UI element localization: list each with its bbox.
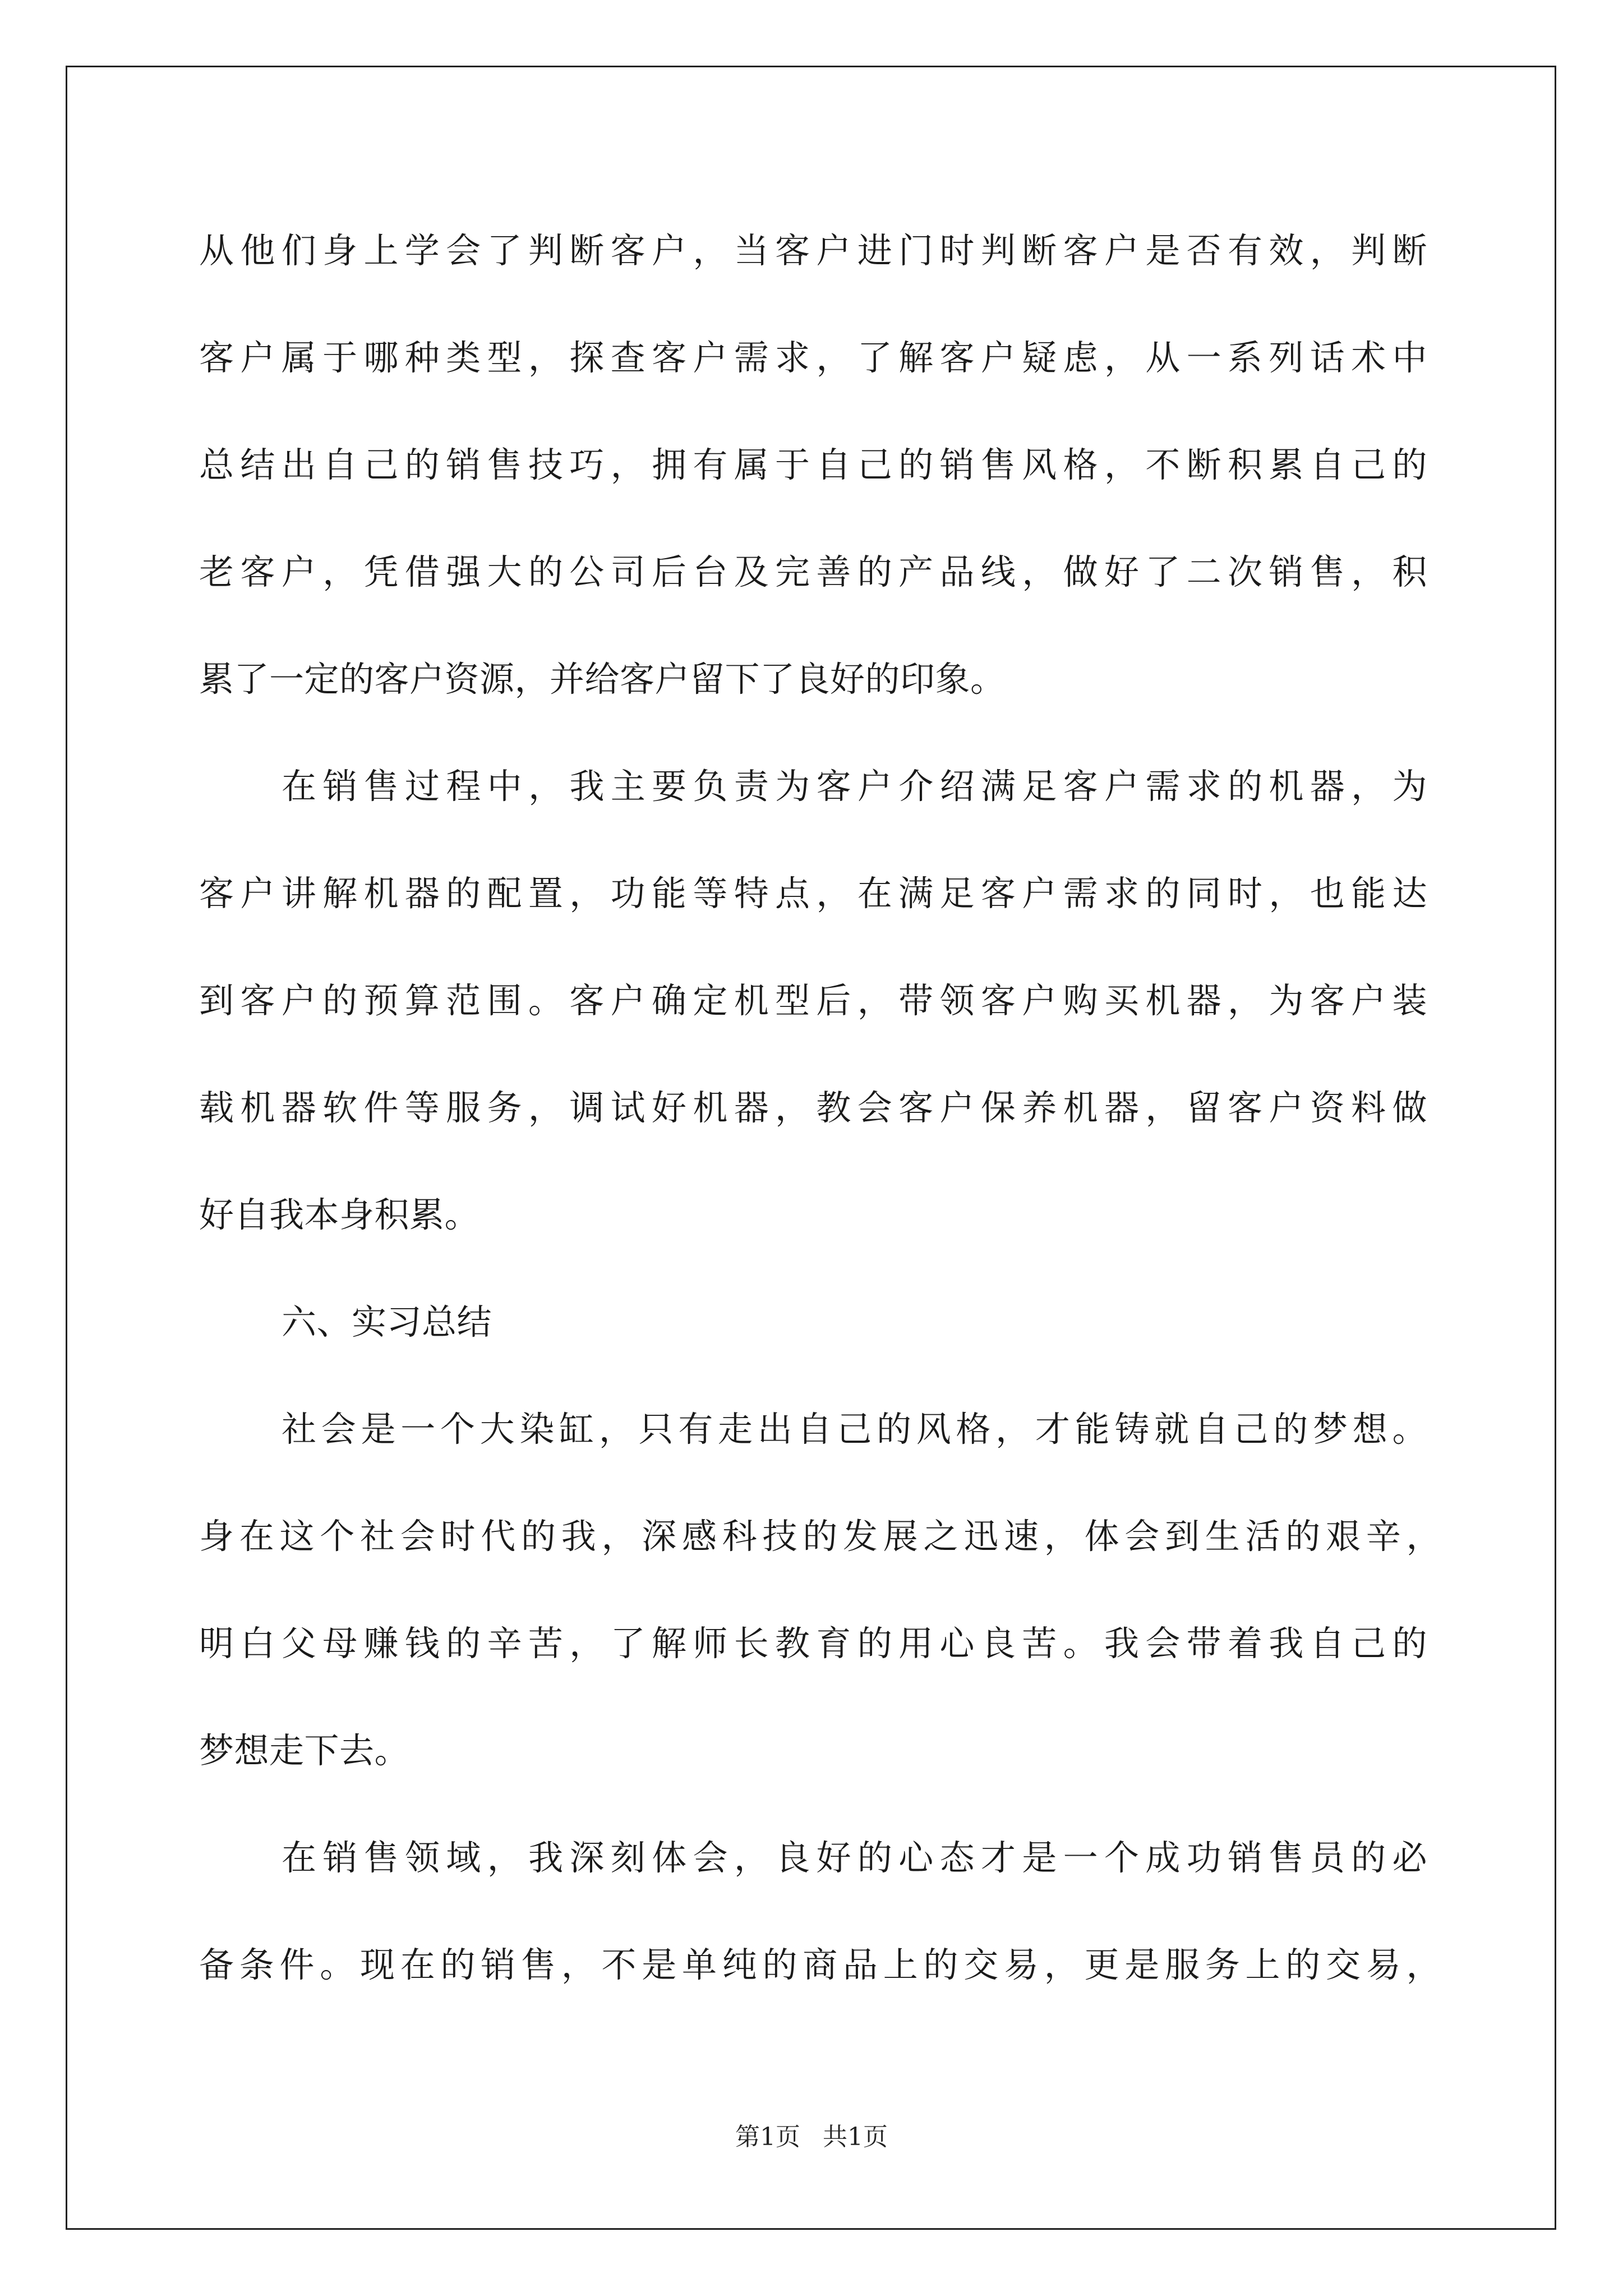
text-line: 从他们身上学会了判断客户，当客户进门时判断客户是否有效，判断 [199, 230, 1427, 271]
page-footer [0, 2122, 1623, 2153]
text-line: 到客户的预算范围。客户确定机型后，带领客户购买机器，为客户装 [199, 980, 1427, 1021]
text-line: 客户属于哪种类型，探查客户需求，了解客户疑虑，从一系列话术中 [199, 337, 1427, 378]
text-line: 备条件。现在的销售，不是单纯的商品上的交易，更是服务上的交易， [199, 1944, 1441, 1985]
text-line: 身在这个社会时代的我，深感科技的发展之迅速，体会到生活的艰辛， [199, 1516, 1441, 1557]
page-total: 共1页 [823, 2123, 888, 2151]
paragraph-first-line: 在销售过程中，我主要负责为客户介绍满足客户需求的机器，为 [282, 766, 1427, 807]
page-number: 第1页 [735, 2123, 800, 2151]
text-line: 梦想走下去。 [199, 1730, 410, 1771]
text-line: 老客户，凭借强大的公司后台及完善的产品线，做好了二次销售，积 [199, 551, 1427, 592]
page-border [66, 66, 1556, 2230]
text-line: 总结出自己的销售技巧，拥有属于自己的销售风格，不断积累自己的 [199, 444, 1427, 485]
paragraph-first-line: 社会是一个大染缸，只有走出自己的风格，才能铸就自己的梦想。 [282, 1409, 1427, 1450]
text-line: 累了一定的客户资源，并给客户留下了良好的印象。 [199, 659, 1006, 700]
text-line: 载机器软件等服务，调试好机器，教会客户保养机器，留客户资料做 [199, 1087, 1427, 1128]
section-heading: 六、实习总结 [282, 1301, 492, 1342]
text-line: 客户讲解机器的配置，功能等特点，在满足客户需求的同时，也能达 [199, 873, 1427, 914]
paragraph-first-line: 在销售领域，我深刻体会，良好的心态才是一个成功销售员的必 [282, 1837, 1427, 1878]
text-line: 明白父母赚钱的辛苦，了解师长教育的用心良苦。我会带着我自己的 [199, 1623, 1427, 1664]
text-line: 好自我本身积累。 [199, 1194, 480, 1235]
